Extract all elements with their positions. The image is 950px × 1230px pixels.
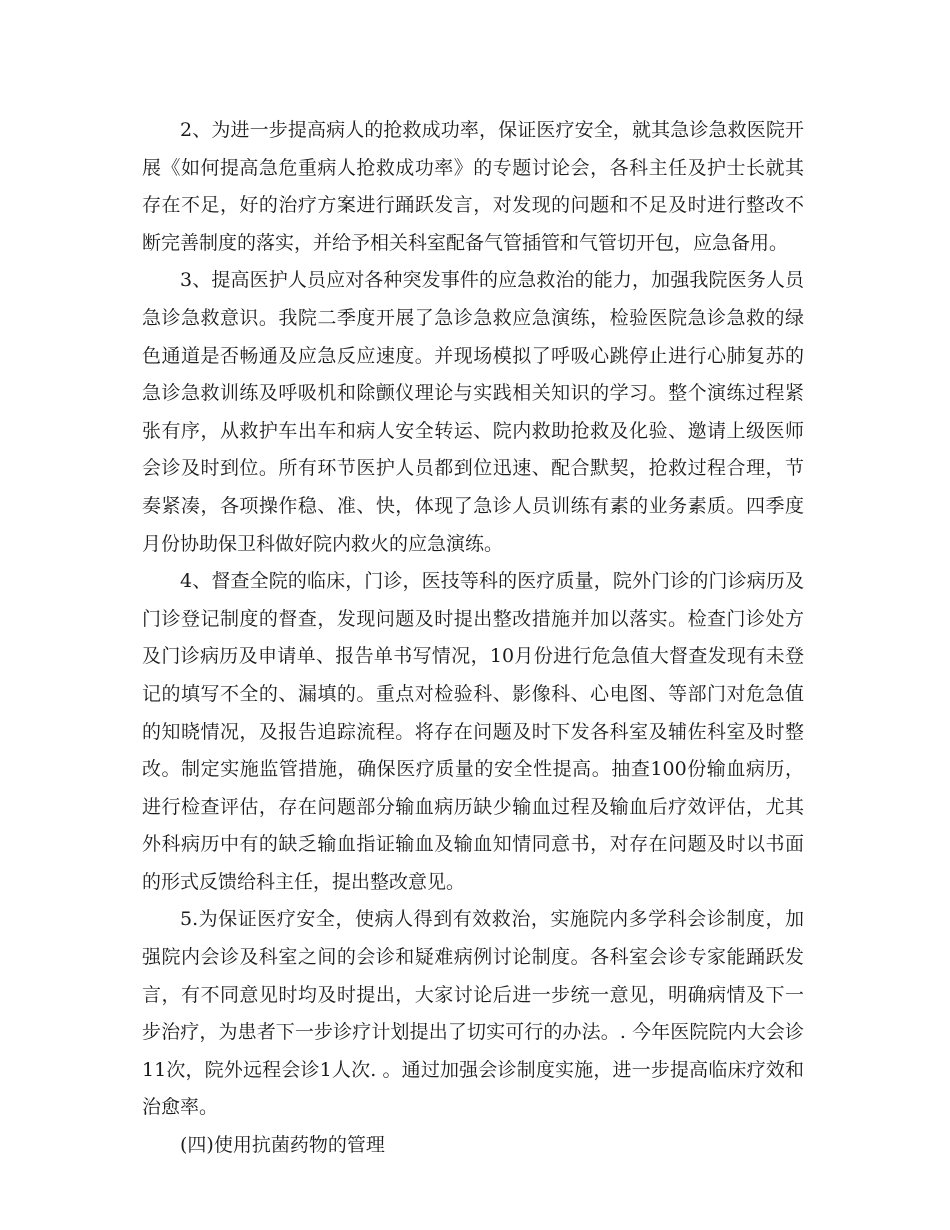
section-heading: (四)使用抗菌药物的管理 — [180, 1134, 385, 1157]
paragraph-item-5: 5.为保证医疗安全，使病人得到有效救治，实施院内多学科会诊制度，加强院内会诊及科室之间的会诊和疑难病例讨论制度。各科室会诊专家能踊跃发言，有不同意见时均及时提出，大家讨论后进一步统一意见，明确病情及下一步治疗，为患者下一步诊疗计划提出了切实可行的办法。. 今年医院院内大会诊11次，院外远程会诊1人次. 。通过加强会诊制度实施，进一步提高临床疗效和治愈率。 — [142, 908, 804, 1119]
paragraph-item-3: 3、提高医护人员应对各种突发事件的应急救治的能力，加强我院医务人员急诊急救意识。我院二季度开展了急诊急救应急演练，检验医院急诊急救的绿色通道是否畅通及应急反应速度。并现场模拟了呼吸心跳停止进行心肺复苏的急诊急救训练及呼吸机和除颤仪理论与实践相关知识的学习。整个演练过程紧张有序，从救护车出车和病人安全转运、院内救助抢救及化验、邀请上级医师会诊及时到位。所有环节医护人员都到位迅速、配合默契，抢救过程合理，节奏紧凑，各项操作稳、准、快，体现了急诊人员训练有素的业务素质。四季度月份协助保卫科做好院内救火的应急演练。 — [142, 269, 804, 555]
paragraph-item-2: 2、为进一步提高病人的抢救成功率，保证医疗安全，就其急诊急救医院开展《如何提高急危重病人抢救成功率》的专题讨论会，各科主任及护士长就其存在不足，好的治疗方案进行踊跃发言，对发现的问题和不足及时进行整改不断完善制度的落实，并给予相关科室配备气管插管和气管切开包，应急备用。 — [142, 119, 804, 254]
paragraph-item-4: 4、督查全院的临床，门诊，医技等科的医疗质量，院外门诊的门诊病历及门诊登记制度的督查，发现问题及时提出整改措施并加以落实。检查门诊处方及门诊病历及申请单、报告单书写情况，10月份进行危急值大督查发现有未登记的填写不全的、漏填的。重点对检验科、影像科、心电图、等部门对危急值的知晓情况，及报告追踪流程。将存在问题及时下发各科室及辅佐科室及时整改。制定实施监管措施，确保医疗质量的安全性提高。抽查100份输血病历，进行检查评估，存在问题部分输血病历缺少输血过程及输血后疗效评估，尤其外科病历中有的缺乏输血指证输血及输血知情同意书，对存在问题及时以书面的形式反馈给科主任，提出整改意见。 — [142, 570, 804, 893]
document-body — [142, 112, 804, 1165]
